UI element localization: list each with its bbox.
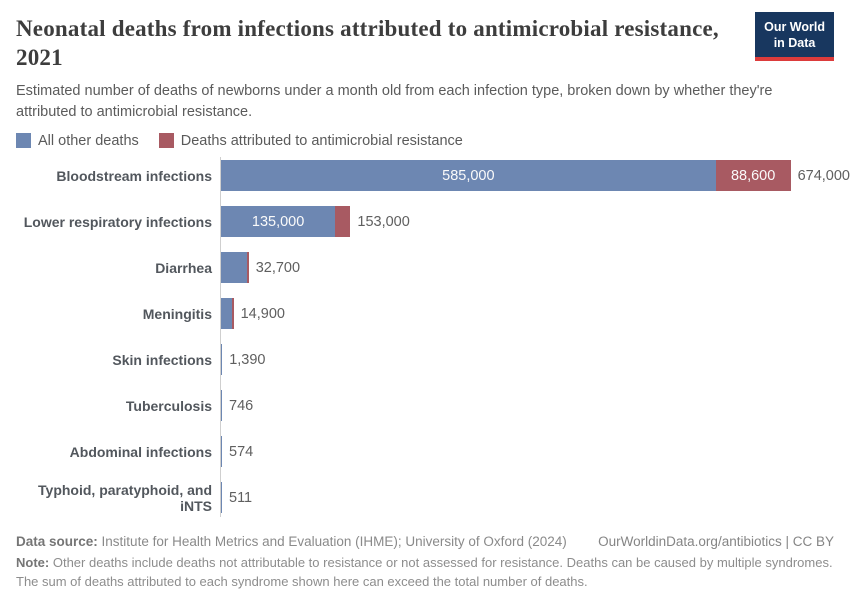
category-label: Tuberculosis (125, 397, 212, 414)
bar-row (16, 475, 834, 521)
bar-segment-other-deaths[interactable] (221, 482, 222, 513)
bar-row (16, 383, 834, 429)
page-title (16, 14, 719, 73)
owid-logo-line-2: in Data (773, 36, 816, 51)
title-line-1: Neonatal deaths from infections attributed to antimicrobial resistance, (16, 16, 719, 41)
bar-segment-other-deaths[interactable] (221, 160, 716, 191)
total-value-label: 674,000 (797, 167, 850, 184)
footer-note (16, 554, 834, 592)
total-value-label: 153,000 (357, 213, 410, 230)
bar-track (221, 252, 834, 283)
bar-segment-amr-deaths[interactable] (232, 298, 234, 329)
legend-item-all-other-deaths[interactable] (16, 133, 139, 149)
total-value-label: 14,900 (240, 305, 285, 322)
bar-row (16, 153, 850, 199)
note-text: Other deaths include deaths not attributable to resistance or not assessed for resistance. Deaths can be caused by multiple syndromes. The sum of deaths attributed to each syndrome shown here can exceed the total number of deaths. (16, 554, 833, 589)
bar-segment-other-deaths[interactable] (221, 390, 222, 421)
bar-segment-other-deaths[interactable] (221, 344, 222, 375)
chart-subtitle: Estimated number of deaths of newborns under a month old from each infection type, broken down by whether they're attributed to antimicrobial resistance. (16, 82, 773, 120)
bar-segment-amr-deaths[interactable] (335, 206, 350, 237)
bar-value-label: 585,000 (442, 167, 495, 184)
bar-track (221, 436, 834, 467)
bar-segment-amr-deaths[interactable] (716, 160, 791, 191)
bar-row (16, 337, 834, 383)
chart-area (16, 153, 850, 521)
total-value-label: 574 (229, 443, 254, 460)
legend (16, 133, 834, 149)
bar-track (221, 344, 834, 375)
bar-segment-other-deaths[interactable] (221, 252, 247, 283)
bar-rows (16, 153, 850, 521)
bar-row (16, 429, 834, 475)
footer-source-row (16, 534, 834, 549)
bar-track (221, 206, 834, 237)
category-label: Meningitis (142, 305, 212, 322)
data-source-label: Data source: (16, 533, 98, 549)
bar-value-label: 88,600 (730, 167, 776, 184)
category-label: Lower respiratory infections (23, 213, 212, 230)
total-value-label: 746 (229, 397, 254, 414)
bar-row (16, 245, 834, 291)
bar-segment-amr-deaths[interactable] (247, 252, 249, 283)
category-label: Diarrhea (155, 259, 212, 276)
legend-label: Deaths attributed to antimicrobial resistance (180, 132, 463, 149)
footer (16, 534, 834, 592)
owid-logo-line-1: Our World (764, 20, 825, 34)
legend-item-amr-deaths[interactable] (159, 133, 463, 149)
data-source-text: Institute for Health Metrics and Evaluation (IHME); University of Oxford (2024) (101, 533, 567, 549)
total-value-label: 32,700 (255, 259, 301, 276)
category-label: Typhoid, paratyphoid, and iNTS (38, 481, 212, 514)
bar-segment-other-deaths[interactable] (221, 436, 222, 467)
total-value-label: 1,390 (229, 351, 266, 368)
bar-segment-other-deaths[interactable] (221, 206, 335, 237)
data-source-line (16, 534, 567, 549)
bar-track (221, 298, 834, 329)
legend-swatch-blue-icon (16, 133, 31, 148)
bar-row (16, 291, 834, 337)
bar-track (221, 160, 850, 191)
bar-segment-other-deaths[interactable] (221, 298, 232, 329)
legend-swatch-red-icon (159, 133, 174, 148)
note-label: Note: (16, 554, 50, 570)
owid-logo[interactable] (755, 12, 834, 61)
bar-track (221, 482, 834, 513)
bar-value-label: 135,000 (251, 213, 305, 230)
bar-track (221, 390, 834, 421)
category-label: Abdominal infections (69, 443, 212, 460)
category-label: Bloodstream infections (56, 167, 212, 184)
total-value-label: 511 (229, 489, 253, 506)
bar-row (16, 199, 834, 245)
legend-label: All other deaths (38, 132, 139, 149)
title-line-2: 2021 (16, 45, 63, 71)
header (16, 12, 834, 73)
category-label: Skin infections (112, 351, 212, 368)
attribution-link[interactable]: OurWorldinData.org/antibiotics | CC BY (598, 533, 834, 549)
